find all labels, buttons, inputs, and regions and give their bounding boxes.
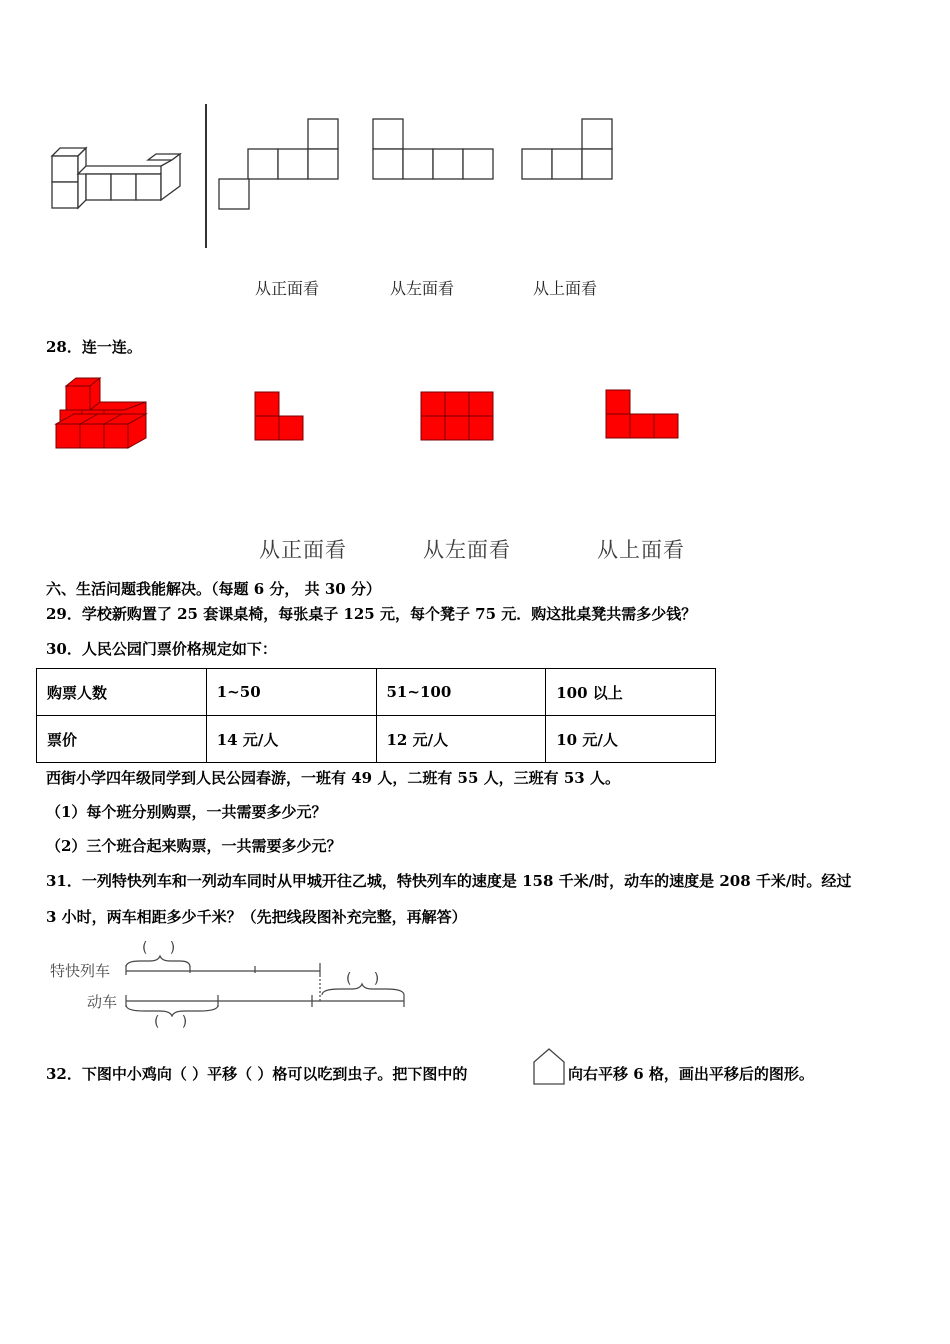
q27-label-top: 从上面看 [533,279,598,298]
q30-sub2: （2）三个班合起来购票，一共需要多少元？ [46,837,342,855]
q32-text-before: 32．下图中小鸡向（ ）平移（ ）格可以吃到虫子。把下图中的 [46,1065,468,1083]
q31-paren-bottom: ( ) [154,1014,188,1030]
q31-line2: 3 小时，两车相距多少千米？（先把线段图补充完整，再解答） [46,908,467,926]
q29-text: 29．学校新购置了 25 套课桌椅，每张桌子 125 元，每个凳子 75 元．购这批桌凳共需多少钱？ [46,605,697,623]
q30-price-table [36,668,716,763]
table-cell: 购票人数 [37,669,207,716]
table-cell: 100 以上 [546,669,716,716]
q28-title: 28．连一连。 [46,338,142,356]
divider-line [205,104,207,248]
q31-line1: 31．一列特快列车和一列动车同时从甲城开往乙城，特快列车的速度是 158 千米/时，动车的速度是 208 千米/时。经过 [46,872,852,890]
q27-left-view-grid [372,118,498,182]
table-cell: 票价 [37,716,207,763]
q28-red-view-rect [419,390,497,444]
q30-sub1: （1）每个班分别购票，一共需要多少元？ [46,803,327,821]
q27-top-view-grid [521,118,617,182]
table-row [37,669,716,716]
table-cell: 1~50 [206,669,376,716]
table-cell: 12 元/人 [376,716,546,763]
table-cell: 10 元/人 [546,716,716,763]
table-cell: 14 元/人 [206,716,376,763]
q28-red-cube-solid [52,376,152,452]
q30-title: 30．人民公园门票价格规定如下： [46,640,277,658]
q27-cube-solid [40,140,190,220]
q31-label-express: 特快列车 [50,962,111,980]
table-row [37,716,716,763]
q30-statement: 西街小学四年级同学到人民公园春游，一班有 49 人，二班有 55 人，三班有 53 人。 [46,769,620,787]
q28-red-view-step [604,388,682,442]
section6-title: 六、生活问题我能解决。（每题 6 分， 共 30 分） [46,580,381,598]
q31-paren-right: ( ) [346,971,380,987]
q32-text-after: 向右平移 6 格，画出平移后的图形。 [568,1065,814,1083]
q28-label-top: 从上面看 [597,538,685,562]
q28-label-left: 从左面看 [423,538,511,562]
q31-paren-top: ( ) [142,940,176,956]
q27-front-view-grid [218,118,342,212]
table-cell: 51~100 [376,669,546,716]
q28-red-view-l-shape [253,390,307,444]
q28-label-front: 从正面看 [259,538,347,562]
house-shape-icon [531,1046,567,1086]
q27-label-left: 从左面看 [390,279,455,298]
q31-line-segment-diagram [120,955,410,1017]
q31-label-bullet: 动车 [87,993,118,1011]
q27-label-front: 从正面看 [255,279,320,298]
